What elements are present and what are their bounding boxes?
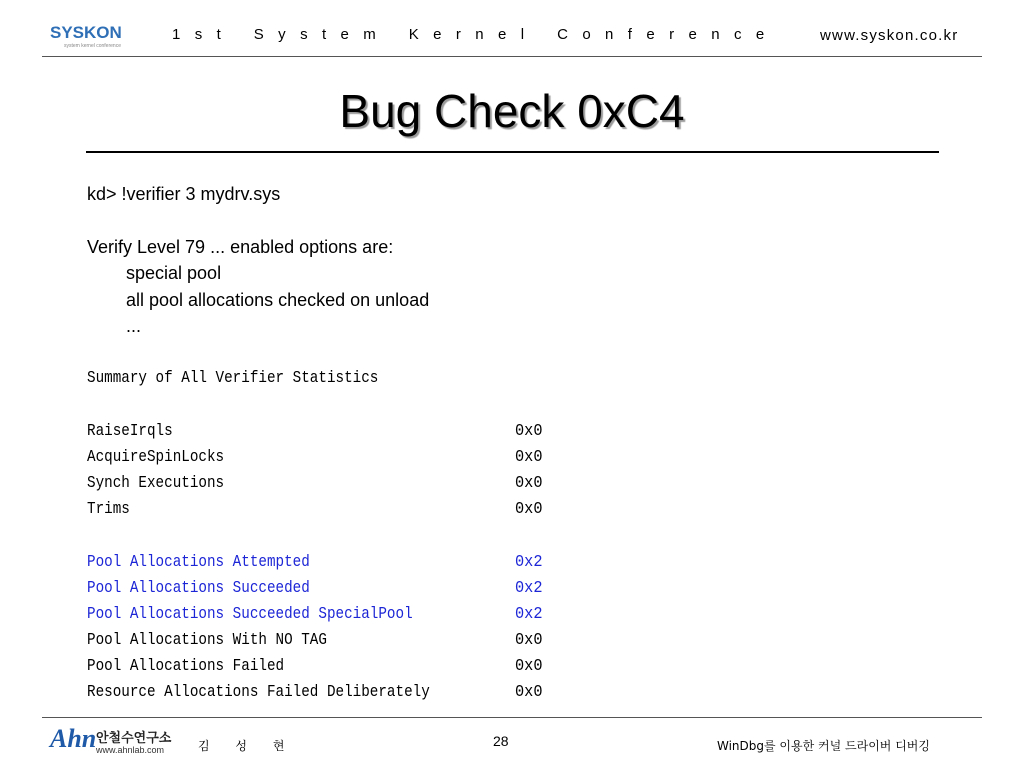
pool-stat-name-highlighted: Pool Allocations Succeeded SpecialPool (87, 605, 413, 624)
pool-stat-value-highlighted: 0x2 (515, 553, 543, 572)
conference-name: 1st System Kernel Conference (172, 26, 779, 43)
stat-name: Synch Executions (87, 474, 225, 493)
stat-value: 0x0 (515, 474, 543, 493)
stat-value: 0x0 (515, 448, 543, 467)
ahnlab-logo-name: 안철수연구소 (96, 730, 172, 745)
verify-level-line: Verify Level 79 ... enabled options are: (87, 237, 394, 257)
syskon-logo-subtitle: system kernel conference (64, 43, 121, 49)
ahnlab-logo (50, 724, 200, 760)
pool-stat-value: 0x0 (515, 631, 543, 650)
syskon-logo-text: SYSKON (50, 23, 122, 42)
author-name: 김 성 현 (198, 739, 296, 753)
summary-heading: Summary of All Verifier Statistics (87, 369, 379, 388)
option-line: special pool (126, 263, 222, 283)
stat-name: AcquireSpinLocks (87, 448, 225, 467)
page-number: 28 (493, 733, 509, 749)
ahnlab-logo-site: www.ahnlab.com (96, 745, 165, 755)
pool-stat-name: Resource Allocations Failed Deliberately (87, 683, 430, 702)
pool-stat-value-highlighted: 0x2 (515, 605, 543, 624)
syskon-logo (50, 12, 124, 50)
option-line: ... (126, 316, 142, 336)
stat-value: 0x0 (515, 422, 543, 441)
ahnlab-logo-mark: Ahn (50, 724, 97, 753)
course-title: WinDbg를 이용한 커널 드라이버 디버깅 (717, 739, 930, 753)
pool-stat-name-highlighted: Pool Allocations Attempted (87, 553, 310, 572)
footer-divider (42, 717, 982, 718)
title-divider (86, 151, 939, 153)
conference-url: www.syskon.co.kr (820, 27, 959, 44)
slide-title: Bug Check 0xC4 (339, 85, 685, 137)
command-line: kd> !verifier 3 mydrv.sys (87, 184, 281, 204)
pool-stat-value-highlighted: 0x2 (515, 579, 543, 598)
pool-stat-name: Pool Allocations Failed (87, 657, 285, 676)
pool-stat-name-highlighted: Pool Allocations Succeeded (87, 579, 310, 598)
stat-name: Trims (87, 500, 130, 519)
pool-stat-value: 0x0 (515, 683, 543, 702)
option-line: all pool allocations checked on unload (126, 290, 430, 310)
stat-value: 0x0 (515, 500, 543, 519)
header-divider (42, 56, 982, 57)
stat-name: RaiseIrqls (87, 422, 173, 441)
pool-stat-name: Pool Allocations With NO TAG (87, 631, 327, 650)
pool-stat-value: 0x0 (515, 657, 543, 676)
